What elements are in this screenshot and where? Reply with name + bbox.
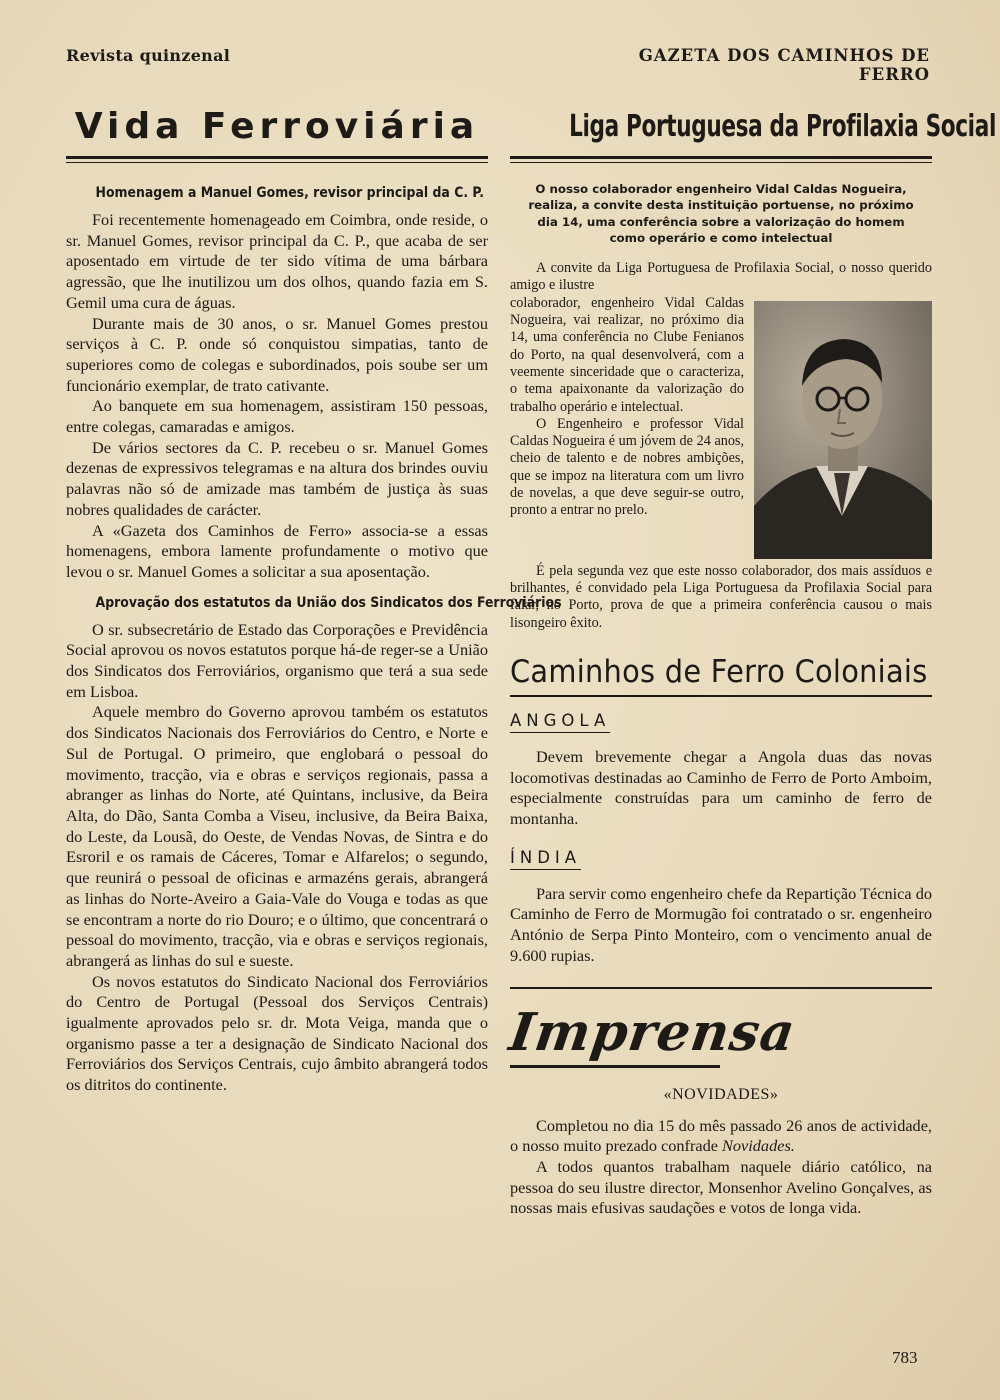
page-number: 783 (892, 1348, 918, 1367)
masthead-periodicity: Revista quinzenal (66, 46, 231, 65)
right-column (505, 100, 996, 1219)
article-heading-novidades: «NOVIDADES» (663, 1085, 779, 1103)
section-title-caminhos-coloniais: Caminhos de Ferro Coloniais (510, 653, 928, 690)
article-body-novidades (510, 1116, 932, 1220)
article-heading-estatutos: Aprovação dos estatutos da União dos Sindicatos dos Ferroviários (95, 594, 562, 611)
paragraph-intro (510, 260, 932, 295)
portrait-photo (754, 301, 932, 559)
paragraph: É pela segunda vez que este nosso colaborador, dos mais assíduos e brilhantes, é convidado pela Liga Portuguesa da Profilaxia Social para falar, no Porto, prova de que a primeira conferência causou o mais lisongeiro êxito. (510, 562, 932, 631)
paragraph: colaborador, engenheiro Vidal Caldas Nogueira, vai realizar, no próximo dia 14, uma conferência no Clube Fenianos do Porto, na qual desenvolverá, com a veemente sinceridade que o caracteriza, o tema apaixonante da valorização do trabalho operário e intelectual. (510, 294, 744, 415)
paragraph: A todos quantos trabalham naquele diário católico, na pessoa do seu ilustre director, Monsenhor Avelino Gonçalves, as nossas mais efusivas saudações e votos de longa vida. (510, 1157, 932, 1218)
section-title-liga: Liga Portuguesa da Profilaxia Social (569, 109, 996, 144)
paragraph: Ao banquete em sua homenagem, assistiram 150 pessoas, entre colegas, camaradas e amigos. (66, 396, 488, 437)
paragraph-text: A convite da Liga Portuguesa de Profilaxia Social, o nosso querido amigo e ilustre (510, 260, 932, 294)
paragraph: De vários sectores da C. P. recebeu o sr. Manuel Gomes dezenas de expressivos telegramas e na altura dos brindes ouviu palavras não só de amizade mas também de justiça às suas nobres qualidades de carácter. (66, 437, 488, 519)
newspaper-name: Novidades. (722, 1136, 795, 1156)
article-body-estatutos (66, 620, 488, 1096)
paragraph: A «Gazeta dos Caminhos de Ferro» associa-se a essas homenagens, embora lamente profundamente o motivo que levou o sr. Manuel Gomes a solicitar a sua aposentação. (66, 520, 488, 581)
article-body-homenagem (66, 210, 488, 583)
article-heading-homenagem: Homenagem a Manuel Gomes, revisor principal da C. P. (95, 185, 485, 201)
article-body-liga (510, 260, 932, 632)
article-lede: O nosso colaborador engenheiro Vidal Caldas Nogueira, realiza, a convite desta instituição portuense, no próximo dia 14, uma conferência sobre a valorização do homem como operário e como intelectual (528, 182, 914, 245)
section-title-vida-ferroviaria: Vida Ferroviária (74, 106, 480, 147)
paragraph: O sr. subsecretário de Estado das Corporações e Previdência Social aprovou os novos estatutos porque há-de reger-se a União dos Sindicatos dos Ferroviários, organismo que terá a sua sede em Lisboa. (66, 619, 488, 701)
paragraph: Durante mais de 30 anos, o sr. Manuel Gomes prestou serviços à C. P. onde só conquistou simpatias, tanto de superiores como de colegas e subordinados, pois soube ser um funcionário exemplar, de trato cativante. (66, 313, 488, 395)
paragraph-text: Completou no dia 15 do mês passado 26 anos de actividade, o nosso muito prezado confrade (510, 1115, 932, 1156)
paragraph: Foi recentemente homenageado em Coimbra, onde reside, o sr. Manuel Gomes, revisor principal da C. P., que acaba de ser aposentado em virtude de ter sido vítima de uma bárbara agressão, que lhe inutilizou um dos olhos, quando fazia em S. Gemil uma cura de águas. (66, 210, 488, 312)
paragraph: Aquele membro do Governo aprovou também os estatutos dos Sindicatos Nacionais dos Ferroviários do Centro, e Norte e Sul de Portugal. O primeiro, que englobará o pessoal do movimento, tracção, via e obras e serviços regionais, passa a abranger as linhas do Norte, até Quintans, inclusive, da Beira Alta, do Dão, Santa Comba a Viseu, inclusive, da Beira Baixa, do Leste, da Lousã, do Oeste, de Vendas Novas, de Sintra e do Esroril e os ramais de Cáceres, Tomar e Alfarelos; o segundo, que reunirá o pessoal de oficinas e armazéns gerais, abrangerá as linhas do Norte-Aveiro a Gaia-Vale do Vouga e todas as que se encontram a norte do rio Douro; e o último, que concentrará o pessoal do movimento, tracção, via e obras e serviços regionais, abrangerá as linhas do sul e sueste. (66, 702, 488, 970)
paragraph: Para servir como engenheiro chefe da Repartição Técnica do Caminho de Ferro de Mormugão foi contratado o sr. engenheiro António de Serpa Pinto Monteiro, com o vencimento anual de 9.600 rupias. (510, 883, 932, 965)
paragraph: Os novos estatutos do Sindicato Nacional dos Ferroviários do Centro de Portugal (Pessoal dos Serviços Centrais) igualmente aprovados pelo sr. dr. Mota Veiga, manda que o organismo passe a ter a designação de Sindicato Nacional dos Ferroviários dos Serviços Centrais, cujo âmbito abrangerá todos os ditritos do continente. (66, 971, 488, 1095)
paragraph: O Engenheiro e professor Vidal Caldas Nogueira é um jóvem de 24 anos, cheio de talento e de nobres ambições, que se impoz na literatura com um livro de novelas, a que deve seguir-se outro, pronto a entrar no prelo. (510, 415, 744, 519)
masthead-title: GAZETA DOS CAMINHOS DE FERRO (638, 46, 930, 84)
news-india (510, 884, 932, 967)
news-angola (510, 747, 932, 830)
paragraph (510, 1116, 932, 1157)
paragraph: Devem brevemente chegar a Angola duas das novas locomotivas destinadas ao Caminho de Ferro de Porto Amboim, especialmente construídas para um caminho de ferro de montanha. (510, 746, 932, 829)
region-label-angola: ANGOLA (510, 711, 610, 733)
section-title-imprensa: Imprensa (505, 1001, 800, 1063)
section-title-rule (66, 156, 488, 163)
region-label-india: ÍNDIA (510, 848, 581, 870)
section-title-rule (510, 156, 932, 163)
